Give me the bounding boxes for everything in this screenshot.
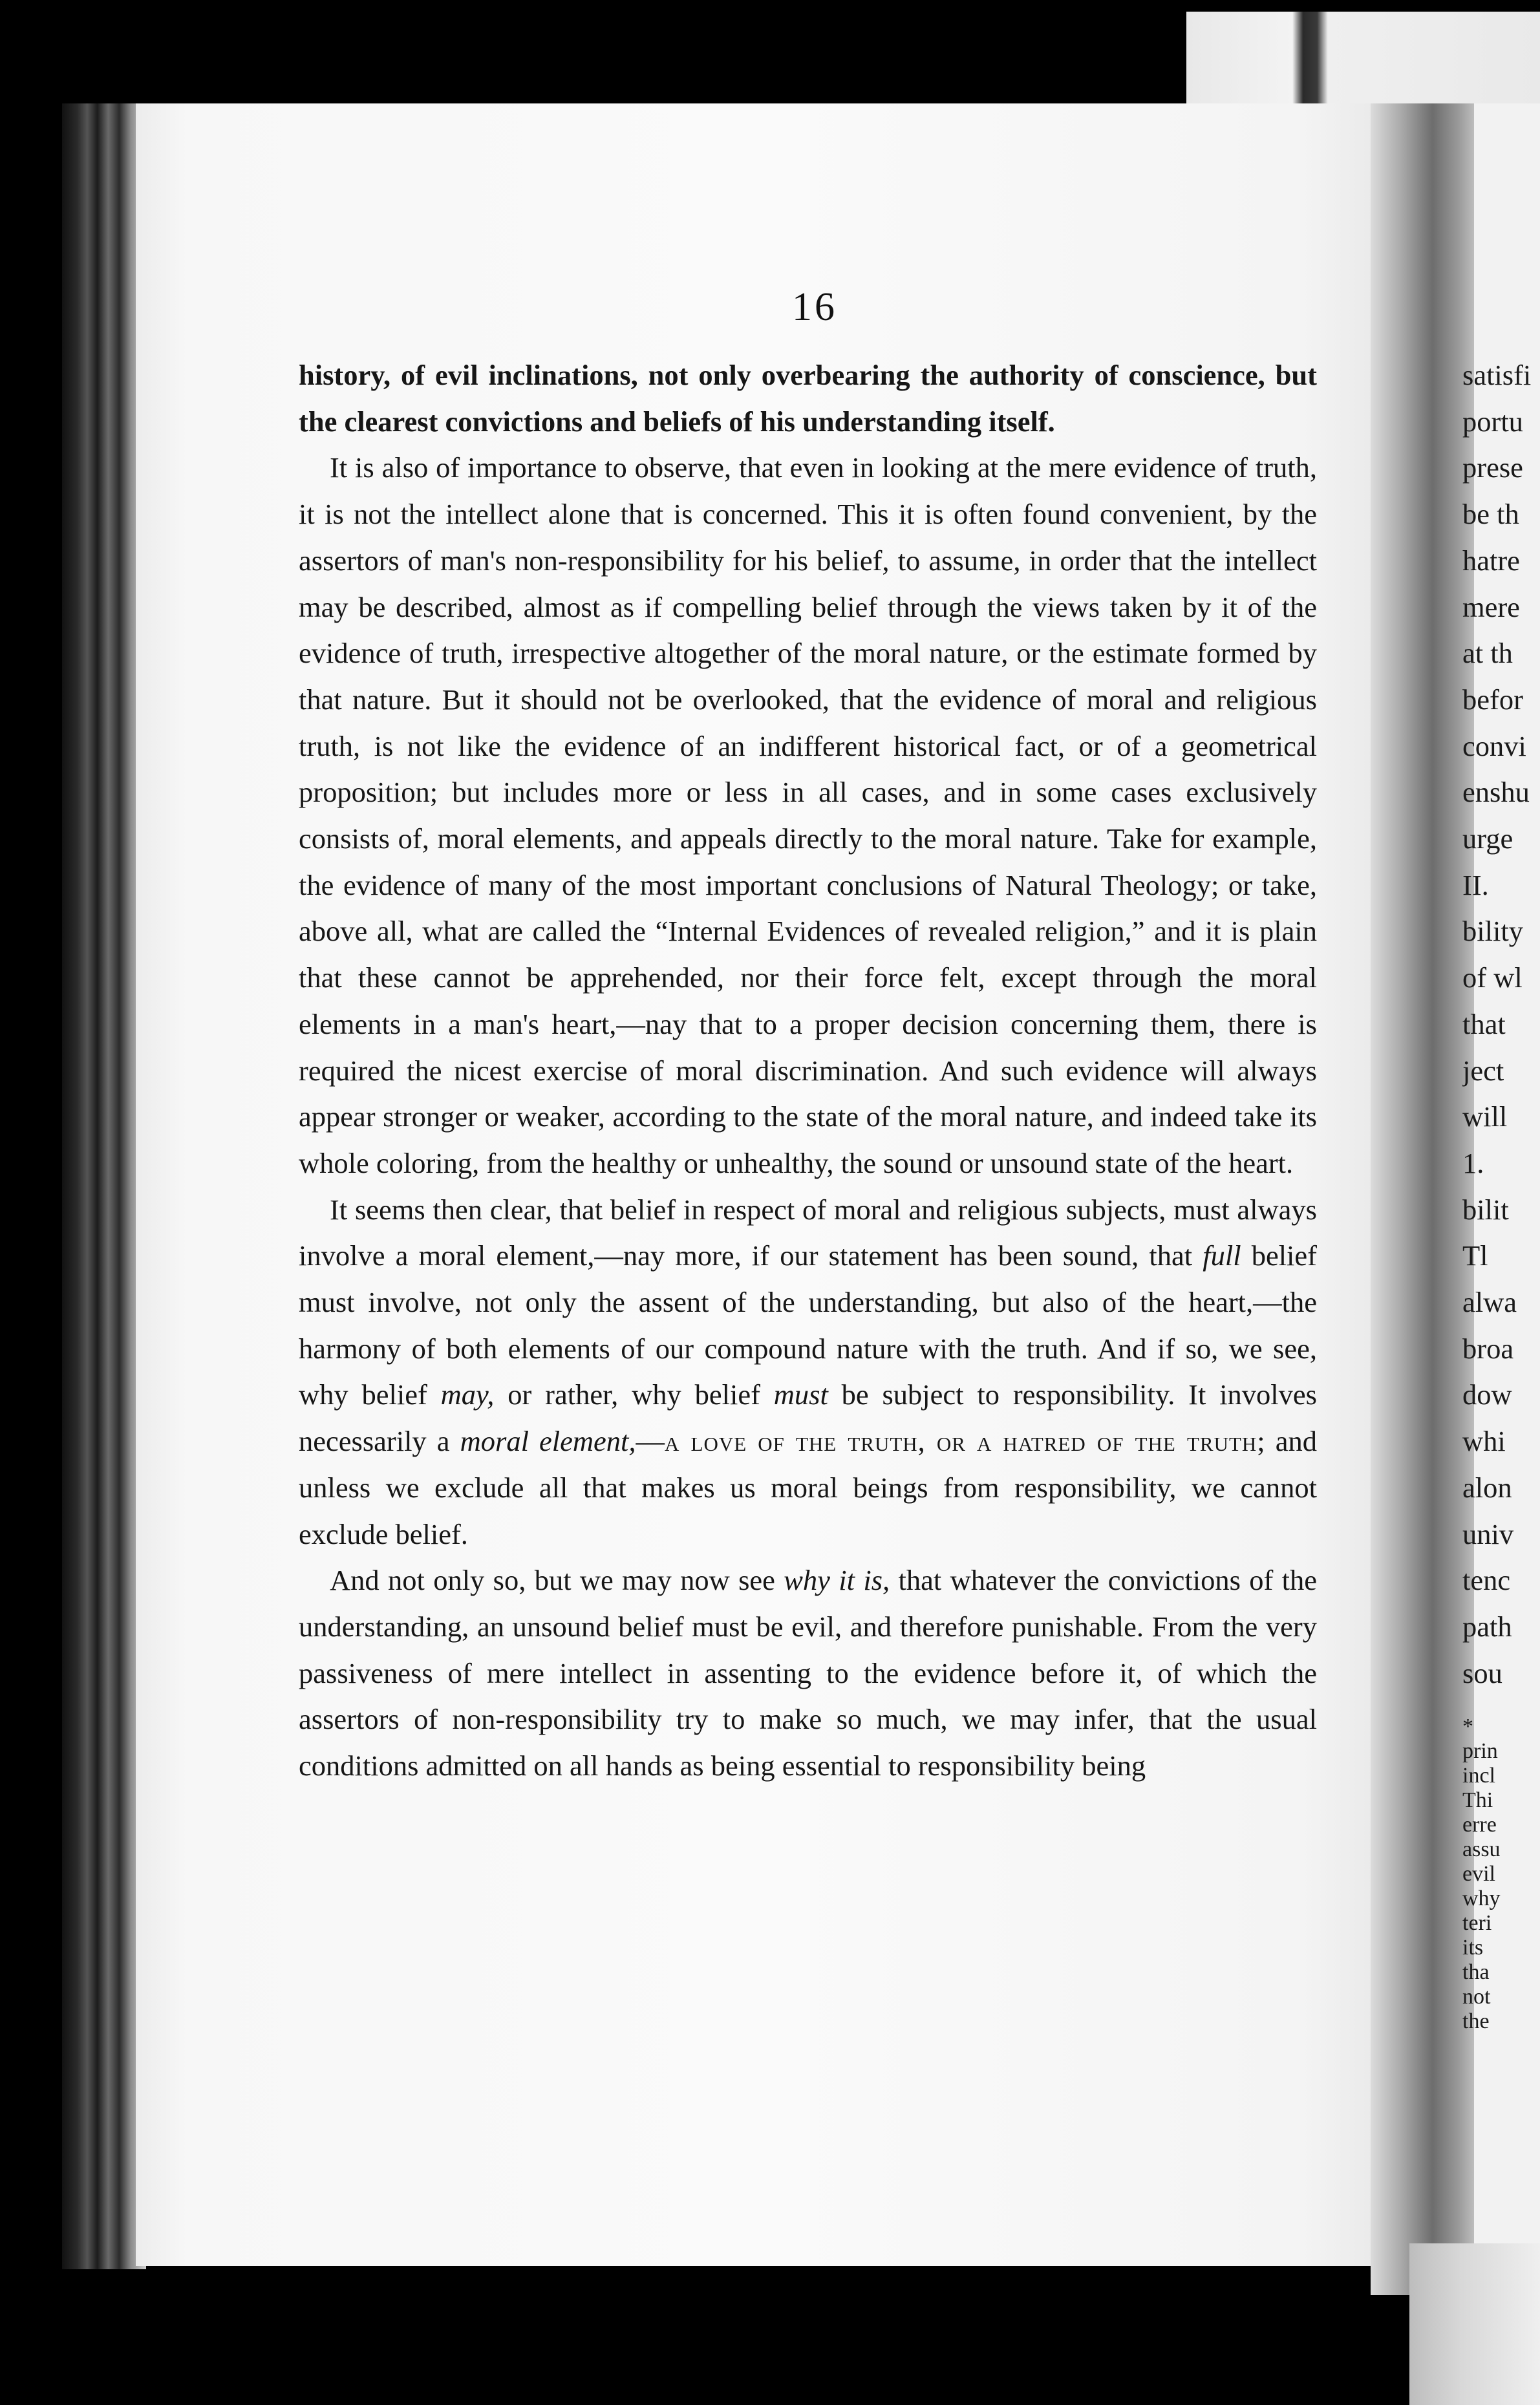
facing-line: enshu bbox=[1462, 776, 1530, 809]
facing-footnote bbox=[1462, 1715, 1540, 2034]
emphasis-must: must bbox=[773, 1378, 828, 1411]
facing-line: bility bbox=[1462, 915, 1523, 948]
facing-line: whi bbox=[1462, 1425, 1506, 1458]
facing-line: broa bbox=[1462, 1332, 1514, 1365]
facing-line: path bbox=[1462, 1610, 1512, 1643]
paragraph-2-text: It is also of importance to observe, that even in looking at the mere evidence of truth, it is not the intellect alone that is concerned. This it is often found convenient, by the assertors of man's non-responsibility for his belief, to assume, in order that the intellect may be described, almost as if compelling belief through the views taken by it of the evidence of truth, irrespective altogether of the moral nature, or the estimate formed by that nature. But it should not be overlooked, that the evidence of moral and religious truth, is not like the evidence of an indifferent historical fact, or of a geometrical proposition; but includes more or less in all cases, and in some cases exclusively consists of, moral elements, and appeals directly to the moral nature. Take for example, the evidence of many of the most important conclusions of Natural Theology; or take, above all, what are called the “Internal Evidences of revealed religion,” and it is plain that these cannot be apprehended, nor their force felt, except through the moral elements in a man's heart,—nay that to a proper decision concerning them, there is required the nicest exercise of moral discrimination. And such evidence will always appear stronger or weaker, according to the state of the moral nature, and indeed take its whole coloring, from the healthy or unhealthy, the sound or unsound state of the heart. bbox=[299, 451, 1317, 1179]
facing-line: dow bbox=[1462, 1378, 1512, 1411]
paragraph-3-text-f: ; and unless we exclude all that makes us moral beings from responsibility, we cannot exclude belief. bbox=[299, 1425, 1317, 1550]
emphasis-moral-element: moral element, bbox=[460, 1425, 636, 1458]
paragraph-3-text-d: be subject to responsibility. It involves necessarily a bbox=[299, 1378, 1317, 1458]
facing-line: bilit bbox=[1462, 1193, 1509, 1226]
footnote-line: its bbox=[1462, 1936, 1484, 1960]
footnote-line: why bbox=[1462, 1887, 1501, 1911]
emphasis-why-it-is: why it is, bbox=[784, 1564, 890, 1597]
emphasis-full: full bbox=[1203, 1239, 1241, 1272]
footnote-line: assu bbox=[1462, 1837, 1501, 1862]
paragraph-3-text-c: or rather, why belief bbox=[494, 1378, 774, 1411]
book-gutter bbox=[1371, 103, 1474, 2295]
paragraph-3-text-a: It seems then clear, that belief in respect of moral and religious subjects, must always involve a moral element,—nay more, if our statement has been sound, that bbox=[299, 1193, 1317, 1272]
facing-line: portu bbox=[1462, 405, 1523, 438]
paragraph-3 bbox=[299, 1187, 1317, 1558]
facing-page-text bbox=[1462, 352, 1540, 2034]
footnote-line: teri bbox=[1462, 1911, 1492, 1936]
facing-line: ject bbox=[1462, 1054, 1504, 1087]
paragraph-1-text: history, of evil inclinations, not only overbearing the authority of conscience, but the clearest convictions and beliefs of his understanding itself. bbox=[299, 359, 1317, 438]
facing-line: 1. bbox=[1462, 1146, 1484, 1179]
facing-line: will bbox=[1462, 1100, 1508, 1133]
page-number: 16 bbox=[792, 285, 837, 329]
facing-line: alwa bbox=[1462, 1286, 1517, 1319]
footnote-line: * bbox=[1462, 1715, 1473, 1739]
small-caps-love-of-truth: a love of the truth, or a hatred of the truth bbox=[665, 1425, 1257, 1458]
facing-line: sou bbox=[1462, 1656, 1503, 1689]
emphasis-may: may, bbox=[440, 1378, 495, 1411]
facing-line: Tl bbox=[1462, 1239, 1488, 1272]
paragraph-4-text-b: that whatever the convictions of the understanding, an unsound belief must be evil, and therefore punishable. From the very passiveness of mere intellect in assenting to the evidence before it, of which the assertors of non-responsibility try to make so much, we may infer, that the usual conditions admitted on all hands as being essential to responsibility being bbox=[299, 1564, 1318, 1782]
facing-line: that bbox=[1462, 1007, 1506, 1040]
paragraph-3-text-b: belief must involve, not only the assent of the understanding, but also of the heart,—the harmony of both elements of our compound nature with the truth. And if so, we see, why belief bbox=[299, 1239, 1317, 1411]
facing-line: befor bbox=[1462, 683, 1523, 716]
facing-line: of wl bbox=[1462, 961, 1523, 994]
facing-line: satisfi bbox=[1462, 359, 1532, 391]
paragraph-4-text-a: And not only so, but we may now see bbox=[330, 1564, 784, 1597]
facing-line: mere bbox=[1462, 590, 1520, 623]
page-edge-bottom bbox=[1409, 2243, 1540, 2405]
facing-line: hatre bbox=[1462, 544, 1520, 577]
footnote-line: tha bbox=[1462, 1960, 1490, 1985]
facing-line: be th bbox=[1462, 498, 1519, 531]
paragraph-1 bbox=[299, 352, 1317, 445]
facing-line: prese bbox=[1462, 451, 1523, 484]
paragraph-4 bbox=[299, 1557, 1317, 1790]
facing-line: univ bbox=[1462, 1517, 1514, 1550]
footnote-line: evil bbox=[1462, 1862, 1495, 1887]
paragraph-2 bbox=[299, 445, 1317, 1186]
footnote-line: the bbox=[1462, 2009, 1490, 2034]
torn-page-corner bbox=[1186, 12, 1540, 109]
footnote-line: incl bbox=[1462, 1764, 1495, 1788]
facing-line: II. bbox=[1462, 868, 1489, 901]
facing-line: tenc bbox=[1462, 1564, 1511, 1597]
footnote-line: Thi bbox=[1462, 1788, 1493, 1813]
facing-line: at th bbox=[1462, 637, 1513, 670]
facing-line: convi bbox=[1462, 729, 1526, 762]
page-body bbox=[299, 352, 1317, 1790]
footnote-line: erre bbox=[1462, 1813, 1497, 1837]
facing-line: urge bbox=[1462, 822, 1513, 855]
paragraph-3-text-e: — bbox=[636, 1425, 665, 1458]
footnote-line: not bbox=[1462, 1985, 1491, 2009]
facing-line: alon bbox=[1462, 1471, 1512, 1504]
page-edges bbox=[62, 103, 146, 2269]
footnote-line: prin bbox=[1462, 1739, 1498, 1764]
